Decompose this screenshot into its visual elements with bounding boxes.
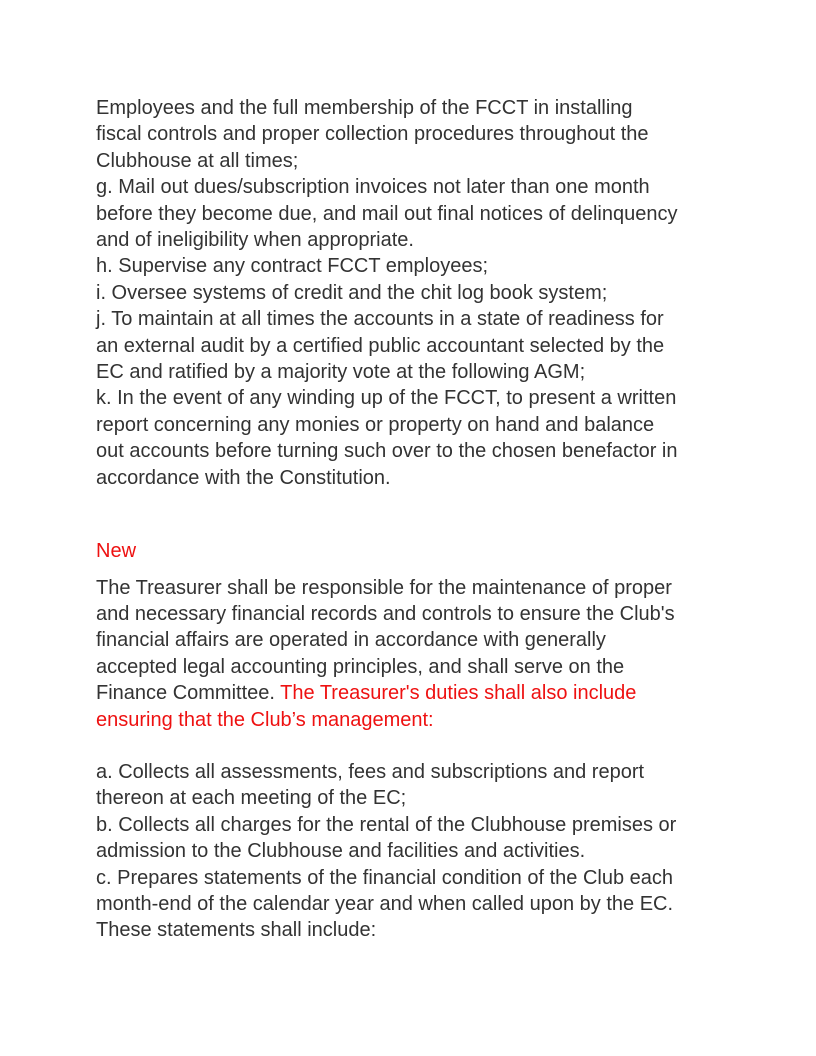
treasurer-duties-new-intro: [96, 575, 736, 733]
text-line: out accounts before turning such over to the chosen benefactor in: [96, 440, 678, 463]
text-line: and of ineligibility when appropriate.: [96, 229, 414, 252]
highlighted-text-segment: The Treasurer's duties shall also include: [280, 682, 637, 705]
text-line: The Treasurer shall be responsible for the maintenance of proper: [96, 576, 672, 599]
duty-item-g: g. Mail out dues/subscription invoices not later than one month: [96, 176, 650, 199]
text-line: thereon at each meeting of the EC;: [96, 787, 407, 810]
treasurer-duties-old-continued: [96, 95, 736, 491]
text-line: EC and ratified by a majority vote at the following AGM;: [96, 361, 586, 384]
text-line: Employees and the full membership of the FCCT in installing: [96, 97, 633, 119]
text-line: an external audit by a certified public accountant selected by the: [96, 334, 665, 357]
highlighted-text-line: ensuring that the Club’s management:: [96, 708, 434, 731]
duty-item-i: i. Oversee systems of credit and the chit log book system;: [96, 281, 608, 304]
duty-item-b: b. Collects all charges for the rental of the Clubhouse premises or: [96, 813, 677, 836]
text-line: accordance with the Constitution.: [96, 466, 391, 489]
new-section-heading: New: [96, 540, 137, 563]
treasurer-duties-new-list: [96, 759, 736, 944]
text-line: accepted legal accounting principles, and shall serve on the: [96, 655, 625, 678]
text-line: and necessary financial records and controls to ensure the Club's: [96, 602, 675, 625]
text-line: before they become due, and mail out final notices of delinquency: [96, 202, 678, 225]
duty-item-k: k. In the event of any winding up of the FCCT, to present a written: [96, 387, 677, 410]
text-line-mixed: [96, 680, 736, 706]
text-line: These statements shall include:: [96, 919, 377, 942]
duty-item-c: c. Prepares statements of the financial condition of the Club each: [96, 866, 674, 889]
duty-item-j: j. To maintain at all times the accounts in a state of readiness for: [96, 308, 664, 331]
duty-item-a: a. Collects all assessments, fees and subscriptions and report: [96, 760, 645, 783]
text-segment: Finance Committee.: [96, 682, 281, 705]
text-line: financial affairs are operated in accordance with generally: [96, 629, 606, 652]
document-page: [96, 95, 736, 944]
text-line: admission to the Clubhouse and facilities and activities.: [96, 840, 586, 863]
text-line: fiscal controls and proper collection procedures throughout the: [96, 123, 649, 146]
text-line: report concerning any monies or property on hand and balance: [96, 413, 655, 436]
duty-item-h: h. Supervise any contract FCCT employees;: [96, 255, 489, 278]
text-line: Clubhouse at all times;: [96, 149, 299, 172]
text-line: month-end of the calendar year and when called upon by the EC.: [96, 892, 674, 915]
